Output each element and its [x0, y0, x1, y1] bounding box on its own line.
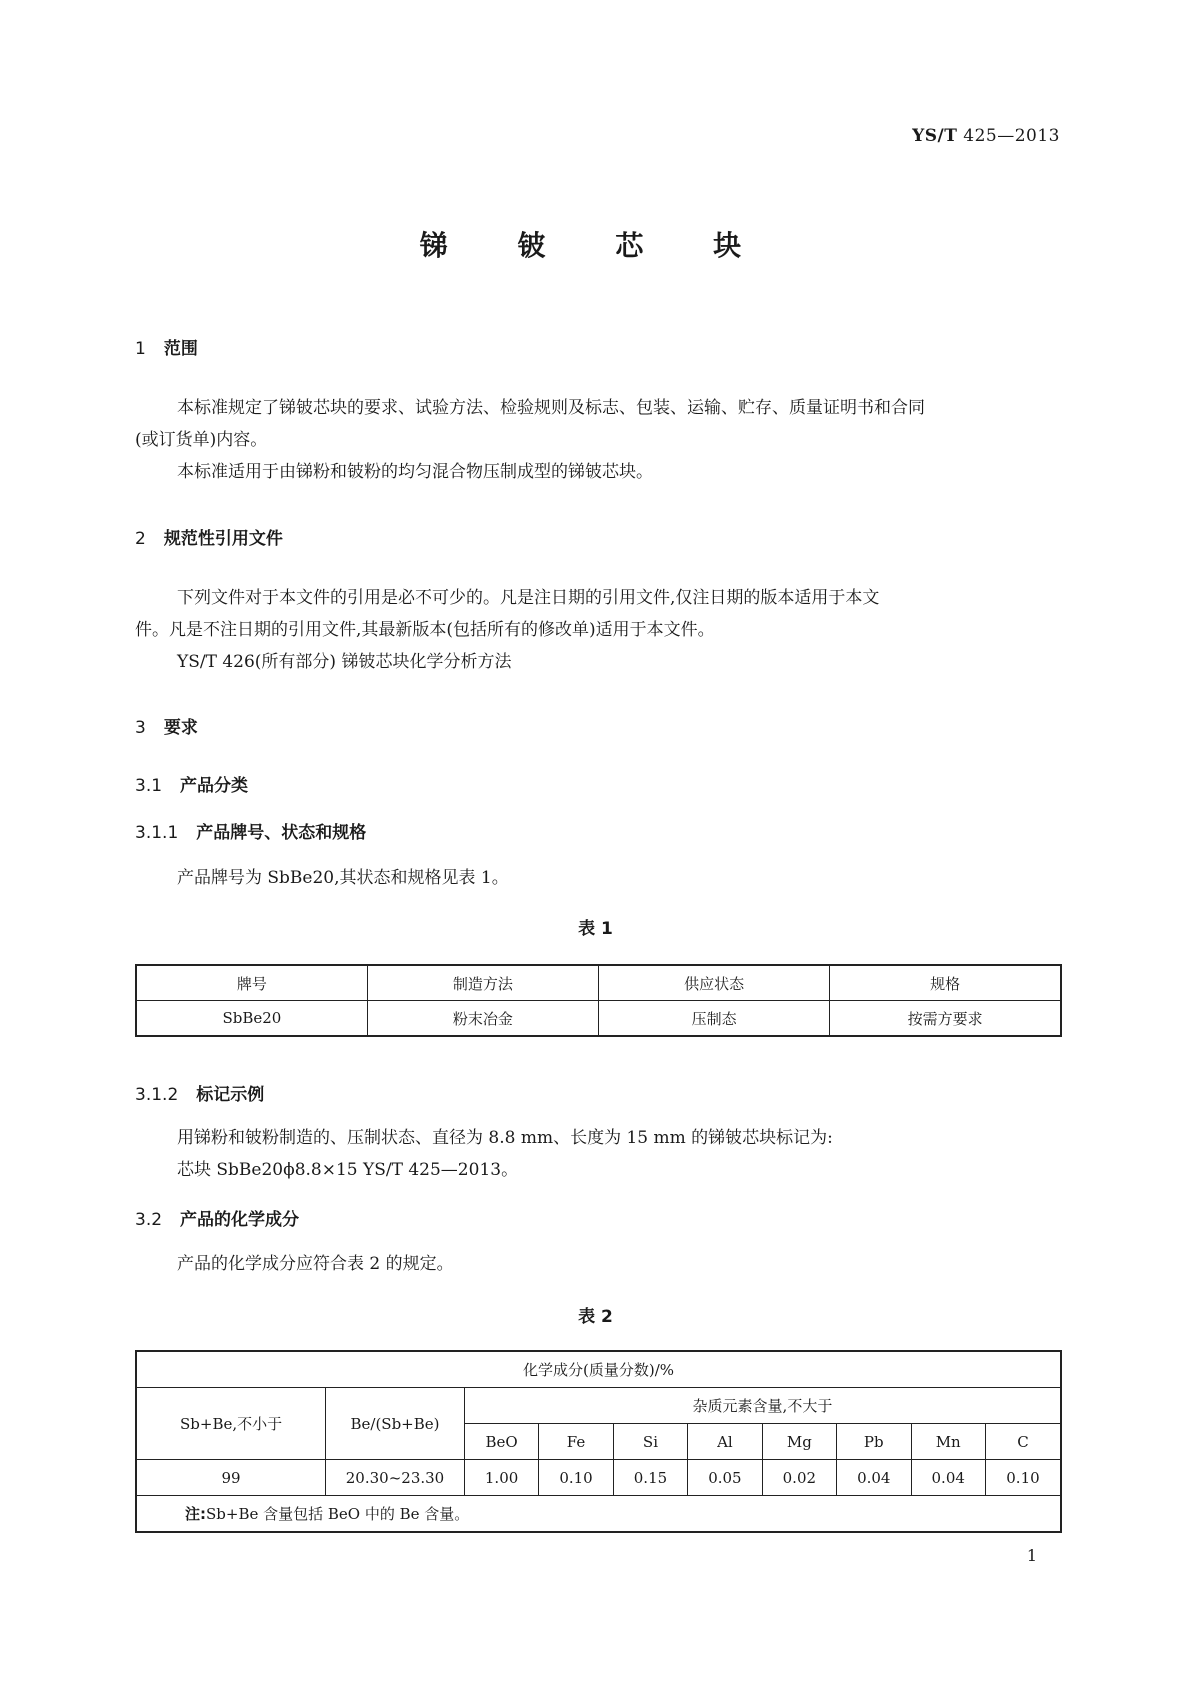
note-label: 注: [185, 1505, 206, 1523]
table-header-cell: 规格 [830, 965, 1061, 1001]
section-3-2-heading [135, 1205, 299, 1230]
standard-number [912, 126, 1060, 146]
table-cell: SbBe20 [136, 1001, 367, 1037]
reference-item: YS/T 426(所有部分) 锑铍芯块化学分析方法 [177, 652, 512, 672]
section-1-heading [135, 334, 198, 359]
paragraph-text: 用锑粉和铍粉制造的、压制状态、直径为 8.8 mm、长度为 15 mm 的锑铍芯块标记为: [177, 1128, 833, 1148]
table-cell: 0.10 [539, 1460, 613, 1496]
table-header-row [136, 965, 1061, 1001]
paragraph-text: (或订货单)内容。 [135, 430, 268, 450]
table-row [136, 1460, 1061, 1496]
table-header-cell: Sb+Be,不小于 [136, 1388, 326, 1460]
section-number: 3.1.2 [135, 1085, 179, 1105]
table-cell: 1.00 [464, 1460, 538, 1496]
table-header-cell: C [985, 1424, 1061, 1460]
table-note-row [136, 1496, 1061, 1533]
standard-code: 425—2013 [963, 126, 1060, 146]
table-row [136, 1001, 1061, 1037]
section-title: 规范性引用文件 [163, 529, 283, 549]
table-header-cell: 制造方法 [367, 965, 598, 1001]
paragraph-text: 本标准规定了锑铍芯块的要求、试验方法、检验规则及标志、包装、运输、贮存、质量证明书和合同 [177, 398, 925, 418]
scope-paragraph-1 [135, 392, 1060, 488]
table-2-caption: 表 2 [578, 1307, 613, 1327]
table-cell: 按需方要求 [830, 1001, 1061, 1037]
section-number: 3.1.1 [135, 823, 179, 843]
table-header-cell: Fe [539, 1424, 613, 1460]
section-number: 3.2 [135, 1210, 163, 1230]
section-title: 范围 [163, 339, 198, 359]
section-title: 产品牌号、状态和规格 [196, 823, 367, 843]
section-title: 产品分类 [180, 776, 249, 796]
marking-example: 芯块 SbBe20ϕ8.8×15 YS/T 425—2013。 [177, 1160, 519, 1180]
table-cell: 压制态 [599, 1001, 830, 1037]
table-header-cell: Mg [762, 1424, 836, 1460]
table-header-row [136, 1351, 1061, 1388]
page-number: 1 [1026, 1546, 1037, 1565]
section-title: 要求 [163, 718, 198, 738]
section-number: 1 [135, 339, 146, 359]
paragraph-text: 下列文件对于本文件的引用是必不可少的。凡是注日期的引用文件,仅注日期的版本适用于本文 [177, 588, 880, 608]
note-text: Sb+Be 含量包括 BeO 中的 Be 含量。 [206, 1505, 470, 1523]
marking-example-paragraph [135, 1122, 1060, 1186]
table-header-cell: 化学成分(质量分数)/% [136, 1351, 1061, 1388]
table-cell: 20.30~23.30 [326, 1460, 465, 1496]
table-header-cell: Mn [911, 1424, 985, 1460]
table-header-cell: Pb [837, 1424, 911, 1460]
paragraph-text: 产品的化学成分应符合表 2 的规定。 [177, 1254, 454, 1274]
table-cell: 粉末冶金 [367, 1001, 598, 1037]
table-2 [135, 1350, 1062, 1533]
table-cell: 0.05 [688, 1460, 762, 1496]
grade-paragraph [135, 862, 1060, 894]
section-title: 产品的化学成分 [180, 1210, 300, 1230]
table-cell: 99 [136, 1460, 326, 1496]
paragraph-text: 本标准适用于由锑粉和铍粉的均匀混合物压制成型的锑铍芯块。 [177, 462, 653, 482]
section-3-heading [135, 713, 198, 738]
table-cell: 0.15 [613, 1460, 687, 1496]
chemical-paragraph [135, 1248, 1060, 1280]
table-header-cell: Al [688, 1424, 762, 1460]
table-header-cell: 杂质元素含量,不大于 [464, 1388, 1061, 1424]
section-3-1-2-heading [135, 1080, 264, 1105]
table-note [136, 1496, 1061, 1533]
table-1 [135, 964, 1062, 1037]
table-cell: 0.02 [762, 1460, 836, 1496]
section-number: 3 [135, 718, 146, 738]
section-2-heading [135, 524, 283, 549]
table-cell: 0.04 [837, 1460, 911, 1496]
table-header-cell: Si [613, 1424, 687, 1460]
table-cell: 0.10 [985, 1460, 1061, 1496]
table-header-cell: Be/(Sb+Be) [326, 1388, 465, 1460]
table-1-caption: 表 1 [578, 919, 613, 939]
section-3-1-1-heading [135, 818, 366, 843]
section-3-1-heading [135, 771, 248, 796]
table-header-cell: 供应状态 [599, 965, 830, 1001]
table-header-row [136, 1388, 1061, 1424]
references-paragraph [135, 582, 1060, 678]
paragraph-text: 产品牌号为 SbBe20,其状态和规格见表 1。 [177, 868, 509, 888]
section-number: 2 [135, 529, 146, 549]
paragraph-text: 件。凡是不注日期的引用文件,其最新版本(包括所有的修改单)适用于本文件。 [135, 620, 715, 640]
section-title: 标记示例 [196, 1085, 265, 1105]
section-number: 3.1 [135, 776, 163, 796]
table-header-cell: BeO [464, 1424, 538, 1460]
table-header-cell: 牌号 [136, 965, 367, 1001]
standard-prefix: YS/T [912, 126, 958, 146]
table-cell: 0.04 [911, 1460, 985, 1496]
document-title: 锑 铍 芯 块 [419, 229, 772, 262]
